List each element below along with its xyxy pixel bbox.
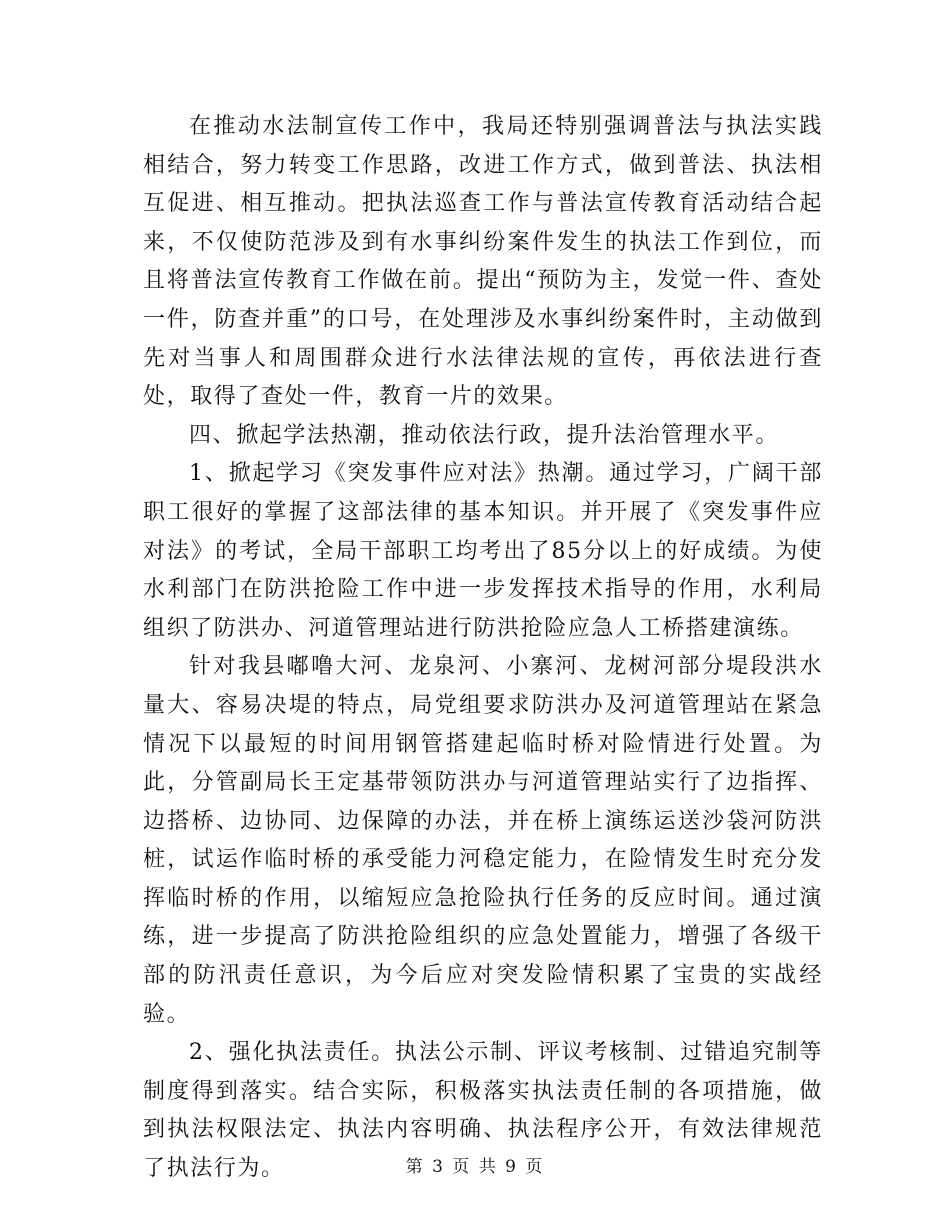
paragraph-flood-drill: 针对我县嘟噜大河、龙泉河、小寨河、龙树河部分堤段洪水量大、容易决堤的特点，局党组要求防洪办及河道管理站在紧急情况下以最短的时间用钢管搭建起临时桥对险情进行处置。为此，分管副局长王定基带领防洪办与河道管理站实行了边指挥、边搭桥、边协同、边保障的办法，并在桥上演练运送沙袋河防洪桩，试运作临时桥的承受能力河稳定能力，在险情发生时充分发挥临时桥的作用，以缩短应急抢险执行任务的反应时间。通过演练，进一步提高了防洪抢险组织的应急处置能力，增强了各级干部的防汛责任意识，为今后应对突发险情积累了宝贵的实战经验。 [143,654,823,1027]
paragraph-emergency-law-study: 1、掀起学习《突发事件应对法》热潮。通过学习，广阔干部职工很好的掌握了这部法律的基本知识。并开展了《突发事件应对法》的考试，全局干部职工均考出了85分以上的好成绩。为使水利部门在防洪抢险工作中进一步发挥技术指导的作用，水利局组织了防洪办、河道管理站进行防洪抢险应急人工桥搭建演练。 [143,461,823,641]
page-number-footer: 第 3 页 共 9 页 [405,1157,545,1177]
document-body [143,108,823,1189]
section-heading-four: 四、掀起学法热潮，推动依法行政，提升法治管理水平。 [189,422,780,448]
paragraph-enforcement-responsibility: 2、强化执法责任。执法公示制、评议考核制、过错追究制等制度得到落实。结合实际，积极落实执法责任制的各项措施，做到执法权限法定、执法内容明确、执法程序公开，有效法律规范了执法行为。 [143,1040,823,1182]
paragraph-legal-publicity: 在推动水法制宣传工作中，我局还特别强调普法与执法实践相结合，努力转变工作思路，改进工作方式，做到普法、执法相互促进、相互推动。把执法巡查工作与普法宣传教育活动结合起来，不仅使防范涉及到有水事纠纷案件发生的执法工作到位，而且将普法宣传教育工作做在前。提出“预防为主，发觉一件、查处一件，防查并重”的口号，在处理涉及水事纠纷案件时，主动做到先对当事人和周围群众进行水法律法规的宣传，再依法进行查处，取得了查处一件，教育一片的效果。 [143,114,823,410]
